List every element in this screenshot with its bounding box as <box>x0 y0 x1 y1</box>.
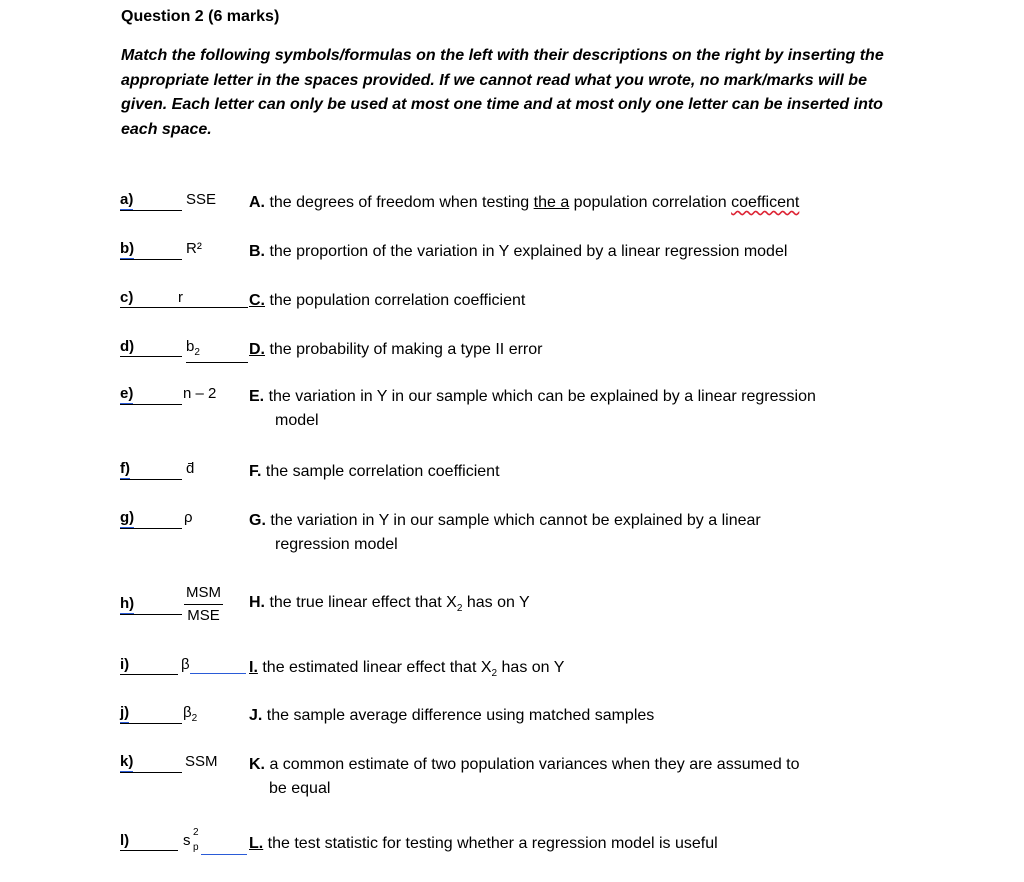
description-f <box>249 460 869 484</box>
answer-blank-g[interactable] <box>120 509 182 529</box>
desc-label: G. <box>249 512 266 529</box>
match-row-j <box>0 704 1024 754</box>
item-symbol: $\beta_2$ <box>183 704 198 724</box>
answer-blank-h[interactable] <box>120 595 182 615</box>
match-row-h <box>0 584 1024 634</box>
item-letter: c) <box>120 289 134 306</box>
desc-text-line2: regression model <box>275 536 398 553</box>
desc-label: H. <box>249 594 265 611</box>
match-row-f <box>0 460 1024 510</box>
description-l <box>249 832 869 856</box>
match-row-l <box>0 827 1024 882</box>
desc-label: I. <box>249 659 258 676</box>
desc-text-line2: model <box>275 412 319 429</box>
answer-blank-a[interactable] <box>120 191 182 211</box>
desc-label: B. <box>249 243 265 260</box>
item-letter: i) <box>120 656 130 673</box>
desc-label: A. <box>249 194 265 211</box>
description-h <box>249 591 869 621</box>
answer-blank-b[interactable] <box>120 240 182 260</box>
answer-blank-i[interactable] <box>120 656 178 675</box>
match-row-e <box>0 385 1024 435</box>
match-row-g <box>0 509 1024 559</box>
instructions: Match the following symbols/formulas on the left with their descriptions on the right by inserting the appropriate letter in the spaces provided. If we cannot read what you wrote, no mark/marks will be given. Each letter can only be used at most one time and at most only one letter can be inserted into each space. <box>121 47 884 138</box>
desc-text: the test statistic for testing whether a regression model is useful <box>267 835 718 852</box>
description-i <box>249 656 869 686</box>
symbol-text: $b_2$ <box>186 338 248 363</box>
desc-text: the probability of making a type II error <box>269 341 543 358</box>
desc-text-mid: population correlation <box>569 194 732 211</box>
fraction-denominator: MSE <box>187 607 220 624</box>
symbol-underline <box>190 657 246 674</box>
desc-underlined-text: the a <box>533 194 570 211</box>
item-letter: e) <box>120 385 134 402</box>
desc-text-line2: be equal <box>269 780 331 797</box>
item-letter: j) <box>120 704 130 721</box>
item-symbol <box>178 289 248 308</box>
answer-blank-j[interactable] <box>120 704 182 724</box>
fraction <box>184 582 223 627</box>
item-symbol <box>186 338 248 363</box>
item-letter: k) <box>120 753 134 770</box>
answer-blank-e[interactable] <box>120 385 182 405</box>
description-g <box>249 509 869 557</box>
desc-label: D. <box>249 341 265 358</box>
match-row-k <box>0 753 1024 803</box>
desc-text: the estimated linear effect that $X_2$ has on Y <box>262 659 565 680</box>
desc-text: the sample average difference using matched samples <box>266 707 655 724</box>
description-c <box>249 289 869 313</box>
match-row-d <box>0 338 1024 388</box>
desc-misspelled-word: coefficent <box>731 194 800 211</box>
item-symbol <box>183 826 247 855</box>
item-letter: b) <box>120 240 135 257</box>
desc-label: L. <box>249 835 264 852</box>
item-letter: l) <box>120 832 130 849</box>
item-symbol: β <box>181 656 246 674</box>
item-letter: h) <box>120 595 135 612</box>
desc-text: the degrees of freedom when testing <box>269 194 534 211</box>
desc-text: the variation in Y in our sample which can be explained by a linear regression <box>268 388 816 405</box>
item-symbol <box>184 582 223 627</box>
item-symbol: ρ <box>184 509 193 526</box>
answer-blank-d[interactable] <box>120 338 182 357</box>
item-symbol: SSE <box>186 191 217 208</box>
description-e <box>249 385 869 433</box>
symbol-sp2: s 2 p <box>183 827 199 853</box>
desc-label: K. <box>249 756 265 773</box>
item-symbol: R² <box>186 240 202 257</box>
desc-text: the proportion of the variation in Y explained by a linear regression model <box>269 243 788 260</box>
symbol-underline <box>201 832 247 855</box>
description-k <box>249 753 869 801</box>
answer-blank-f[interactable] <box>120 460 182 480</box>
desc-label: E. <box>249 388 265 405</box>
item-letter: d) <box>120 338 135 355</box>
desc-text: the population correlation coefficient <box>269 292 526 309</box>
item-letter: f) <box>120 460 130 477</box>
question-title: Question 2 (6 marks) <box>121 8 280 25</box>
desc-label: F. <box>249 463 262 480</box>
match-row-c <box>0 289 1024 339</box>
description-j <box>249 704 869 728</box>
item-symbol: n – 2 <box>183 385 217 402</box>
item-symbol: d̄ <box>186 460 195 477</box>
item-letter: g) <box>120 509 135 526</box>
item-symbol: SSM <box>185 753 218 770</box>
desc-text: the sample correlation coefficient <box>265 463 500 480</box>
symbol-text: r <box>178 289 248 308</box>
item-letter: a) <box>120 191 134 208</box>
answer-blank-c[interactable] <box>120 289 178 308</box>
desc-text: the variation in Y in our sample which cannot be explained by a linear <box>270 512 761 529</box>
desc-text: the true linear effect that $X_2$ has on Y <box>269 594 530 615</box>
match-row-i <box>0 656 1024 706</box>
desc-label: C. <box>249 292 265 309</box>
answer-blank-l[interactable] <box>120 832 178 851</box>
answer-blank-k[interactable] <box>120 753 182 773</box>
desc-text: a common estimate of two population variances when they are assumed to <box>269 756 800 773</box>
match-row-a <box>0 191 1024 241</box>
fraction-numerator: MSM <box>184 582 223 605</box>
description-b <box>249 240 869 264</box>
desc-label: J. <box>249 707 263 724</box>
description-a <box>249 191 869 215</box>
match-row-b <box>0 240 1024 290</box>
description-d <box>249 338 869 362</box>
